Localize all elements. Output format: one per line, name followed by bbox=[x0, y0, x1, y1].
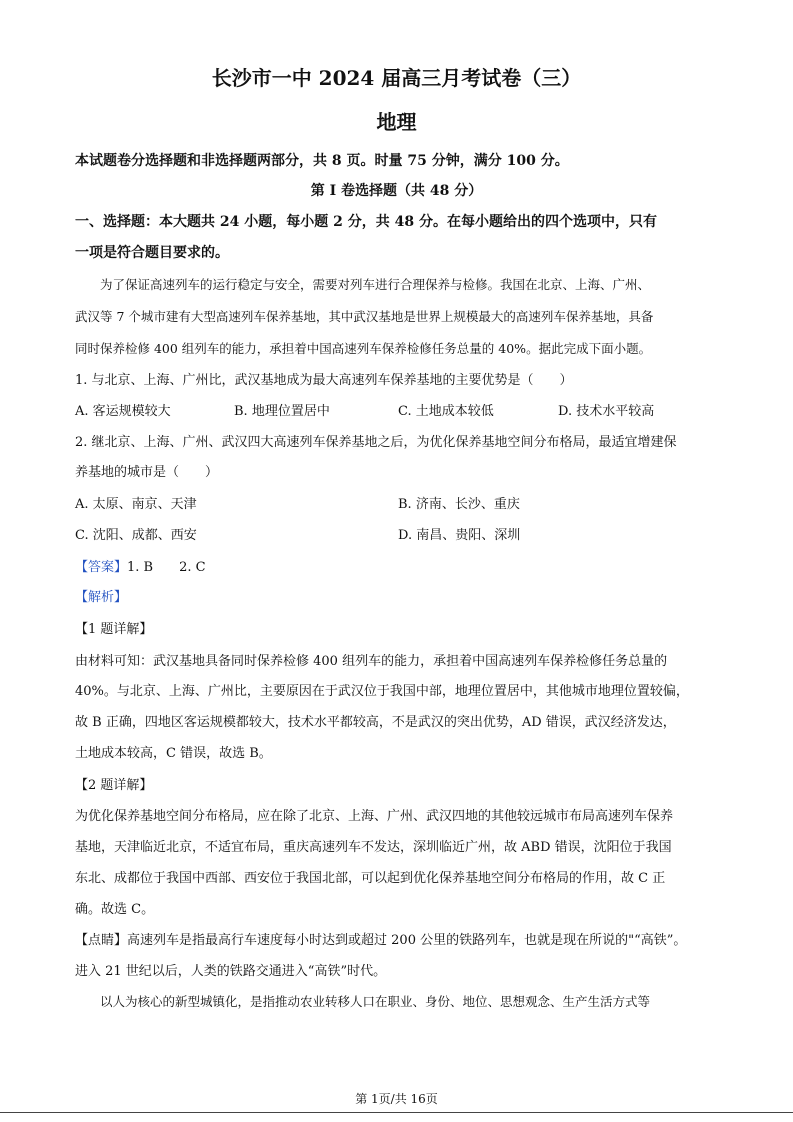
question-1-stem: 1. 与北京、上海、广州比，武汉基地成为最大高速列车保养基地的主要优势是（ ） bbox=[75, 373, 573, 388]
detail-line: 故 B 正确，四地区客运规模都较大，技术水平都较高，不是武汉的突出优势，AD 错误，武汉经济发达， bbox=[75, 715, 676, 730]
subject-title: 地理 bbox=[376, 110, 417, 134]
detail-line: 40%。与北京、上海、广州比，主要原因在于武汉位于我国中部，地理位置居中，其他城市地理位置较偏， bbox=[75, 684, 689, 699]
exam-intro: 本试题卷分选择题和非选择题两部分，共 8 页。时量 75 分钟，满分 100 分。 bbox=[75, 153, 569, 169]
question-2-option-a: A. 太原、南京、天津 bbox=[75, 497, 197, 512]
section-heading-line-1: 一、选择题：本大题共 24 小题，每小题 2 分，共 48 分。在每小题给出的四个选项中，只有 bbox=[75, 214, 657, 230]
section-heading-line-2: 一项是符合题目要求的。 bbox=[75, 245, 229, 261]
highlight-text: 高速列车是指最高行车速度每小时达到或超过 200 公里的铁路列车，也就是现在所说的"“高铁”。 bbox=[127, 933, 687, 948]
passage-2-line: 以人为核心的新型城镇化，是指推动农业转移人口在职业、身份、地位、思想观念、生产生活方式等 bbox=[100, 994, 651, 1009]
question-1-option-c: C. 土地成本较低 bbox=[398, 404, 494, 419]
detail-line: 土地成本较高，C 错误，故选 B。 bbox=[75, 746, 272, 761]
detail-line: 基地，天津临近北京，不适宜布局，重庆高速列车不发达，深圳临近广州，故 ABD 错误，沈阳位于我国 bbox=[75, 840, 672, 855]
question-2-stem-line-2: 养基地的城市是（ ） bbox=[75, 465, 219, 480]
detail-2-label: 【2 题详解】 bbox=[75, 778, 153, 793]
part-heading: 第 I 卷选择题（共 48 分） bbox=[310, 183, 483, 199]
passage-line: 武汉等 7 个城市建有大型高速列车保养基地，其中武汉基地是世界上规模最大的高速列车保养基地，具备 bbox=[75, 309, 654, 324]
question-2-stem-line-1: 2. 继北京、上海、广州、武汉四大高速列车保养基地之后，为优化保养基地空间分布格局，最适宜增建保 bbox=[75, 435, 677, 450]
analysis-label: 【解析】 bbox=[75, 590, 128, 605]
question-1-option-b: B. 地理位置居中 bbox=[234, 404, 330, 419]
answer-text: 1. B 2. C bbox=[127, 560, 206, 575]
detail-line: 东北、成都位于我国中西部、西安位于我国北部，可以起到优化保养基地空间分布格局的作用，故 C 正 bbox=[75, 871, 666, 886]
footer-divider bbox=[0, 1112, 793, 1113]
passage-line: 同时保养检修 400 组列车的能力，承担着中国高速列车保养检修任务总量的 40%。据此完成下面小题。 bbox=[75, 341, 652, 356]
answer-line bbox=[75, 556, 206, 575]
highlight-line-1 bbox=[75, 929, 686, 948]
question-1-option-d: D. 技术水平较高 bbox=[558, 404, 655, 419]
highlight-label: 【点睛】 bbox=[75, 933, 128, 948]
answer-label: 【答案】 bbox=[75, 560, 128, 575]
page-number: 第 1页/共 16页 bbox=[355, 1092, 438, 1106]
passage-line: 为了保证高速列车的运行稳定与安全，需要对列车进行合理保养与检修。我国在北京、上海、广州、 bbox=[100, 277, 651, 292]
question-2-option-d: D. 南昌、贵阳、深圳 bbox=[398, 528, 521, 543]
question-2-option-c: C. 沈阳、成都、西安 bbox=[75, 528, 197, 543]
detail-1-label: 【1 题详解】 bbox=[75, 622, 153, 637]
detail-line: 为优化保养基地空间分布格局，应在除了北京、上海、广州、武汉四地的其他较远城市布局高速列车保养 bbox=[75, 809, 674, 824]
exam-title: 长沙市一中 2024 届高三月考试卷（三） bbox=[211, 66, 582, 90]
detail-line: 由材料可知：武汉基地具备同时保养检修 400 组列车的能力，承担着中国高速列车保养检修任务总量的 bbox=[75, 654, 668, 669]
question-1-option-a: A. 客运规模较大 bbox=[75, 404, 171, 419]
question-2-option-b: B. 济南、长沙、重庆 bbox=[398, 497, 520, 512]
detail-line: 确。故选 C。 bbox=[75, 902, 155, 917]
highlight-line-2: 进入 21 世纪以后，人类的铁路交通进入“高铁”时代。 bbox=[75, 964, 387, 979]
